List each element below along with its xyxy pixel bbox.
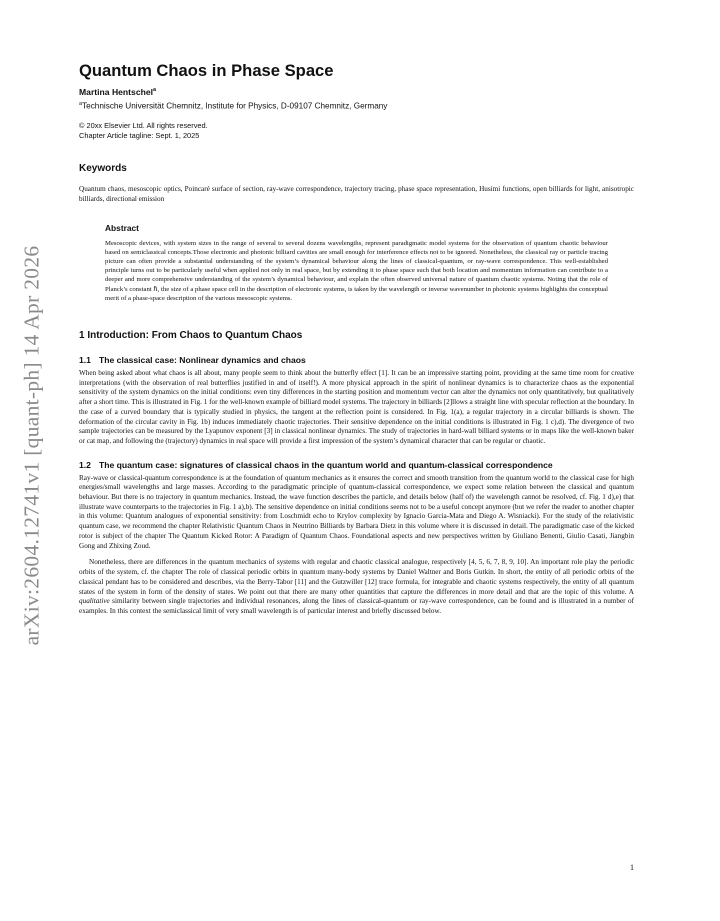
- affiliation-line: [79, 99, 634, 112]
- abstract-heading: Abstract: [105, 222, 139, 233]
- copyright-notice: © 20xx Elsevier Ltd. All rights reserved.: [79, 120, 208, 130]
- subsection-1-1-heading: [79, 355, 634, 366]
- paragraph: When being asked about what chaos is all about, many people seem to think about the butterfly effect [1]. It can be an impressive starting point, providing at the same time room for creative interpretations (with the observation of real butterflies justified in and of itself!). A more physical approach in the spirit of nonlinear dynamics is to characterize chaos as the exponential sensitivity of the system dynamics on the initial conditions: even tiny differences in the starting position and momentum vector can alter the dynamics not only quantitatively, but qualitatively after a short time. This is illustrated in Fig. 1 for the well-known example of billiard model systems. The trajectory in billiards [2]llows a straight line with specular reflection at the boundary. In the case of a curved boundary that is typically studied in physics, the tangent at the reflection point is considered. In Fig. 1(a), a regular trajectory in a circular billiards is shown. The deformation of the circular cavity in Fig. 1b) induces immediately chaotic trajectories. Their sensitive dependence on the initial conditions is illustrated in Fig. 1 c),d). The divergence of two sample trajectories can be measured by the Lyapunov exponent [3] in classical nonlinear dynamics. The study of trajectories in hard-wall billiard systems or in maps like the well-known baker or cat map, and following the (trajectory) dynamics in real space will provide a first impression of the system’s dynamical character that can be regular or chaotic.: [79, 369, 634, 445]
- author-name: Martina Hentschel: [79, 86, 154, 97]
- keywords-text: Quantum chaos, mesoscopic optics, Poincaré surface of section, ray-wave correspondence, trajectory tracing, phase space representation, Husimi functions, open billiards for light, anisotropic billiards, directional emission: [79, 184, 634, 203]
- author-line: [79, 85, 634, 98]
- arxiv-identifier: arXiv:2604.12741v1 [quant-ph] 14 Apr 2026: [19, 245, 44, 645]
- affiliation-marker: a: [79, 100, 83, 107]
- abstract-block: [105, 223, 608, 303]
- arxiv-sidebar: [12, 230, 52, 660]
- emphasis-text: qualitative: [79, 597, 110, 606]
- article-tagline: Chapter Article tagline: Sept. 1, 2025: [79, 130, 200, 140]
- paragraph-text: Nonetheless, there are differences in the quantum mechanics of systems with regular and chaotic classical analogue, respectively [4, 5, 6, 7, 8, 9, 10]. An important role play the periodic orbits of the system, cf. the chapter The role of classical periodic orbits in quantum many-body systems by Daniel Waltner and Boris Gutkin. In short, the entity of all periodic orbits of the classical pendant has to be considered and describes, via the Berry-Tabor [11] and the Gutzwiller [12] trace formula, for integrable and chaotic systems respectively, the entity of all quantum states of the system in form of the density of states. We point out that there are many other quantities that capture the differences in more detail and that are the topic of this volume. A: [79, 558, 634, 596]
- paper-page: [79, 60, 634, 624]
- section-1-heading: 1 Introduction: From Chaos to Quantum Chaos: [79, 330, 303, 342]
- paragraph: Ray-wave or classical-quantum correspondence is at the foundation of quantum mechanics as it ensures the correct and smooth transition from the quantum world to the classical case for high energies/small wavelengths and large masses. According to the paradigmatic principle of quantum-classical correspondence, we expect some relation between the classical and quantum behaviour. But there is no trajectory in quantum mechanics. Instead, the wave function describes the particle, and details below (half of) the wavelength cannot be resolved, cf. Fig. 1 d),e) that illustrate wave counterparts to the trajectories in Fig. 1 a),b). The sensitive dependence on initial conditions seems not to be a useful concept anymore (but we refer the reader to another chapter in this volume: Quantum analogues of exponential sensitivity: from Loschmidt echo to Krylov complexity by Ignacio Garcia-Mata and Diego A. Wisniacki). For the study of the relativistic quantum case, we recommend the chapter Relativistic Quantum Chaos in Neutrino Billiards by Barbara Dietz in this volume where it is discussed in detail. The paradigmatic case of the kicked rotor is subject of the chapter The Quantum Kicked Rotor: A Paradigm of Quantum Chaos. Foundational aspects and new perspectives written by Giuliano Benenti, Giulio Casati, Jiangbin Gong and Zhixing Zoud.: [79, 473, 634, 550]
- subsection-1-2-heading: [79, 460, 634, 471]
- paragraph: [79, 558, 634, 616]
- abstract-text: Mesoscopic devices, with system sizes in the range of several to several dozens wavelengths, represent paradigmatic model systems for the observation of quantum chaotic behaviour based on semiclassical concepts.Those electronic and photonic billiard cavities are small enough for interference effects not to be ignored. Nonetheless, the classical ray or particle tracing picture can often provide a substantial understanding of the system’s dynamical behaviour along the lines of classical-quantum, or ray-wave correspondence. This well-established principle turns out to be particularly useful when applied not only in real space, but by extending it to phase space such that both location and momentum information can contribute to a deeper and more comprehensive understanding of the system’s dynamical behaviour, and explain the often observed universal nature of quantum chaotic systems. Noting that the role of Planck’s constant ℏ, the size of a phase space cell in the description of electronic systems, is taken by the wavelength or inverse wavenumber in photonic systems highlights the conceptual merit of a phase-space description of the various mesoscopic systems.: [105, 239, 608, 302]
- subsection-number: 1.2: [79, 459, 91, 470]
- subsection-title: The quantum case: signatures of classical chaos in the quantum world and quantum-classical correspondence: [99, 459, 553, 470]
- paper-title: Quantum Chaos in Phase Space: [79, 61, 334, 80]
- page-number: 1: [630, 863, 634, 872]
- author-affiliation-marker: a: [153, 87, 157, 93]
- subsection-title: The classical case: Nonlinear dynamics and chaos: [99, 355, 306, 366]
- keywords-heading: Keywords: [79, 162, 127, 174]
- affiliation: Technische Universität Chemnitz, Institute for Physics, D-09107 Chemnitz, Germany: [82, 101, 388, 111]
- paragraph-text: similarity between single trajectories and individual resonances, along the lines of classical-quantum or ray-wave correspondence, can be found and is illustrated in a number of examples. In this context the semiclassical limit of very small wavelength is of particular interest and briefly discussed below.: [79, 597, 634, 615]
- subsection-number: 1.1: [79, 355, 91, 366]
